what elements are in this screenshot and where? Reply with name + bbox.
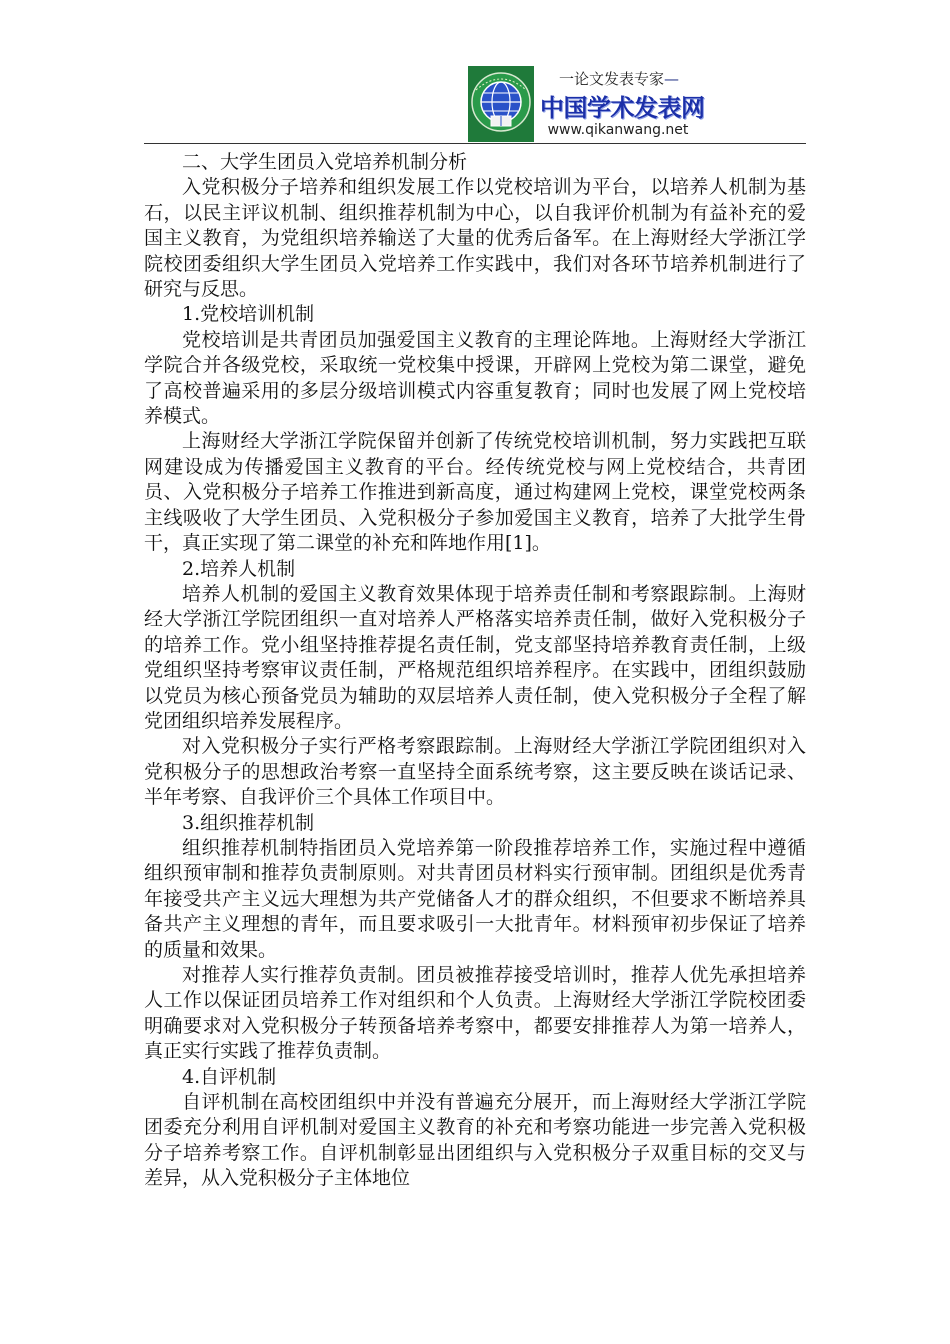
header-divider — [144, 143, 806, 144]
paragraph: 组织推荐机制特指团员入党培养第一阶段推荐培养工作，实施过程中遵循组织预审制和推荐负责制原则。对共青团员材料实行预审制。团组织是优秀青年接受共产主义远大理想为共产党储备人才的群众组织，不但要求不断培养具备共产主义理想的青年，而且要求吸引一大批青年。材料预审初步保证了培养的质量和效果。 — [144, 836, 806, 961]
paragraph: 党校培训是共青团员加强爱国主义教育的主理论阵地。上海财经大学浙江学院合并各级党校，采取统一党校集中授课，开辟网上党校为第二课堂，避免了高校普遍采用的多层分级培训模式内容重复教育；同时也发展了网上党校培养模式。 — [144, 328, 806, 428]
subsection-heading: 3.组织推荐机制 — [182, 811, 315, 834]
paragraph: 对推荐人实行推荐负责制。团员被推荐接受培训时，推荐人优先承担培养人工作以保证团员培养工作对组织和个人负责。上海财经大学浙江学院校团委明确要求对入党积极分子转预备培养考察中，都要安排推荐人为第一培养人，真正实行实践了推荐负责制。 — [144, 964, 806, 1063]
paragraph: 对入党积极分子实行严格考察跟踪制。上海财经大学浙江学院团组织对入党积极分子的思想政治考察一直坚持全面系统考察，这主要反映在谈话记录、半年考察、自我评价三个具体工作项目中。 — [144, 735, 806, 809]
logo-slogan: 一论文发表专家— — [558, 70, 679, 88]
subsection-heading: 4.自评机制 — [182, 1065, 277, 1088]
paragraph: 入党积极分子培养和组织发展工作以党校培训为平台，以培养人机制为基石，以民主评议机制、组织推荐机制为中心，以自我评价机制为有益补充的爱国主义教育，为党组织培养输送了大量的优秀后备军。在上海财经大学浙江学院校团委组织大学生团员入党培养工作实践中，我们对各环节培养机制进行了研究与反思。 — [144, 176, 806, 301]
subsection-heading: 2.培养人机制 — [182, 557, 296, 580]
logo-brand-name: 中国学术发表网 — [540, 94, 705, 122]
subsection-heading: 1.党校培训机制 — [182, 303, 315, 326]
article-body — [144, 150, 806, 1192]
globe-emblem-icon — [468, 66, 534, 142]
paragraph: 上海财经大学浙江学院保留并创新了传统党校培训机制，努力实践把互联网建设成为传播爱国主义教育的平台。经传统党校与网上党校结合，共青团员、入党积极分子培养工作推进到新高度，通过构建网上党校，课堂党校两条主线吸收了大学生团员、入党积极分子参加爱国主义教育，培养了大批学生骨干，真正实现了第二课堂的补充和阵地作用[1]。 — [144, 430, 806, 555]
logo-url: www.qikanwang.net — [547, 122, 689, 138]
section-heading: 二、大学生团员入党培养机制分析 — [182, 151, 468, 173]
site-logo — [468, 66, 705, 142]
paragraph: 培养人机制的爱国主义教育效果体现于培养责任制和考察跟踪制。上海财经大学浙江学院团组织一直对培养人严格落实培养责任制，做好入党积极分子的培养工作。党小组坚持推荐提名责任制，党支部坚持培养教育责任制，上级党组织坚持考察审议责任制，严格规范组织培养程序。在实践中，团组织鼓励以党员为核心预备党员为辅助的双层培养人责任制，使入党积极分子全程了解党团组织培养发展程序。 — [144, 582, 806, 732]
paragraph: 自评机制在高校团组织中并没有普遍充分展开，而上海财经大学浙江学院团委充分利用自评机制对爱国主义教育的补充和考察功能进一步完善入党积极分子培养考察工作。自评机制彰显出团组织与入党积极分子双重目标的交叉与差异，从入党积极分子主体地位 — [144, 1091, 806, 1190]
